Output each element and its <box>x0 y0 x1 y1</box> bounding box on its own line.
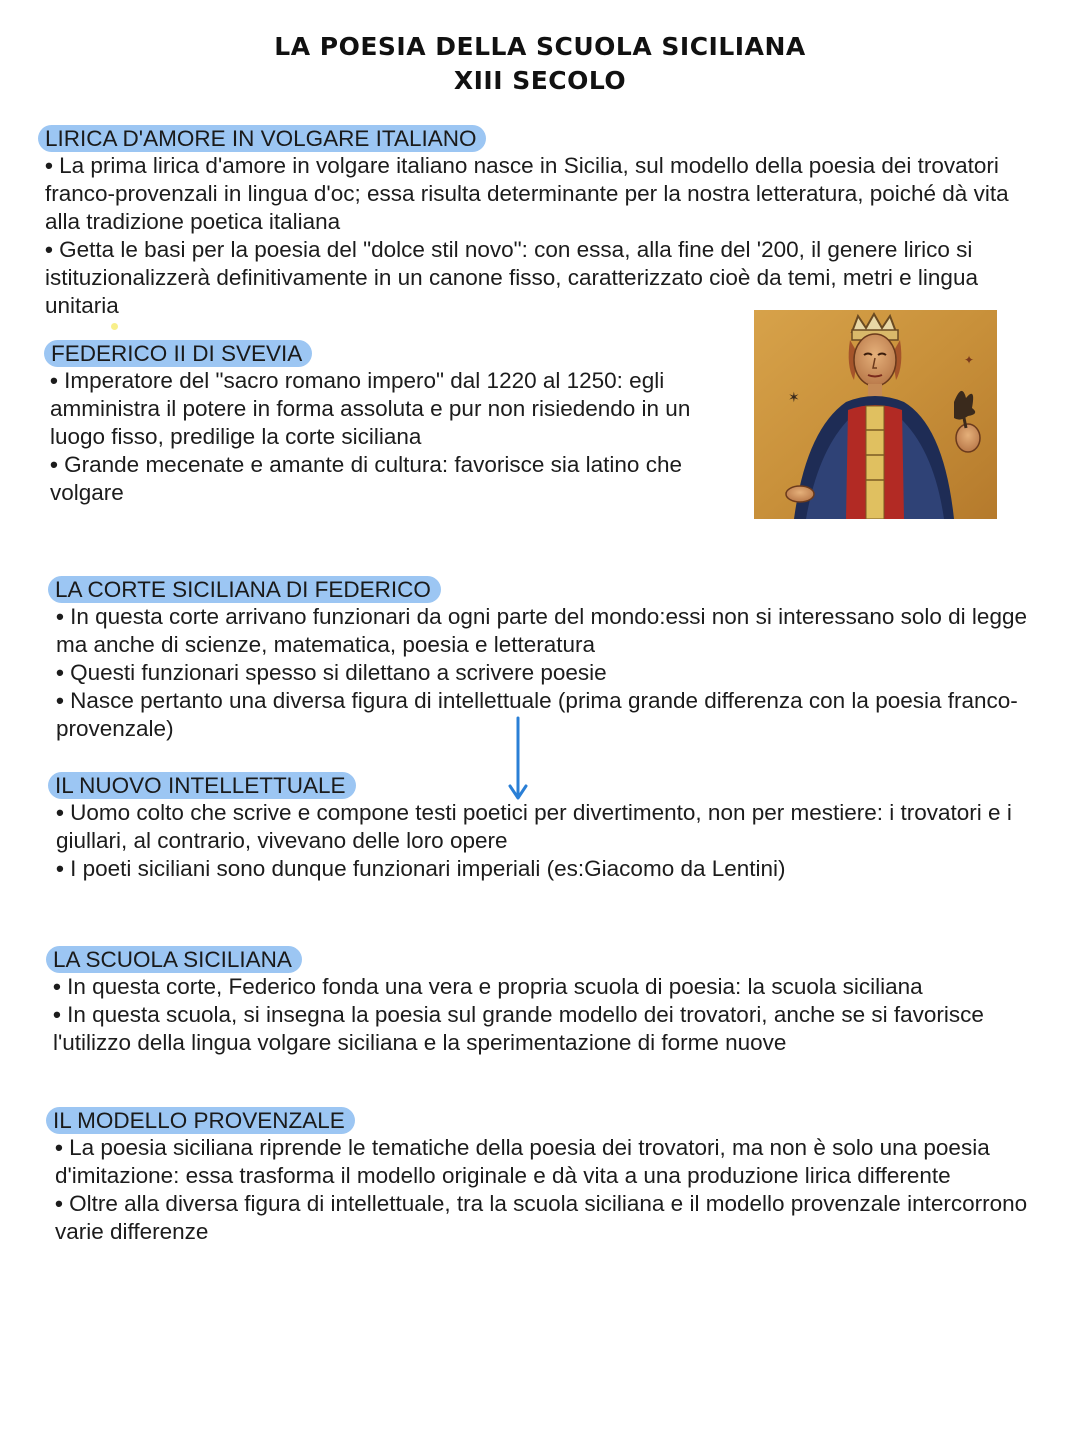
section-heading: IL NUOVO INTELLETTUALE <box>48 772 356 799</box>
section-heading: LA SCUOLA SICILIANA <box>46 946 302 973</box>
section-scuola <box>46 946 1046 1057</box>
bullet-paragraph: • Grande mecenate e amante di cultura: favorisce sia latino che volgare <box>50 452 682 505</box>
page-subtitle: XIII SECOLO <box>453 66 627 95</box>
portrait-illustration <box>754 310 997 519</box>
decorative-dot <box>111 323 118 330</box>
section-heading: LA CORTE SICILIANA DI FEDERICO <box>48 576 441 603</box>
section-federico <box>44 340 734 507</box>
bullet-paragraph: • La prima lirica d'amore in volgare italiano nasce in Sicilia, sul modello della poesia dei trovatori franco-provenzali in lingua d'oc; essa risulta determinante per la nostra letteratura, poiché dà vita alla tradizione poetica italiana <box>45 153 1009 234</box>
bullet-paragraph: • La poesia siciliana riprende le tematiche della poesia dei trovatori, ma non è solo una poesia d'imitazione: essa trasforma il modello originale e dà vita a una produzione lirica differente <box>55 1135 990 1188</box>
section-corte <box>48 576 1048 743</box>
bullet-paragraph: • Nasce pertanto una diversa figura di intellettuale (prima grande differenza con la poesia franco- provenzale) <box>56 688 1018 741</box>
section-heading: IL MODELLO PROVENZALE <box>46 1107 355 1134</box>
page-title: LA POESIA DELLA SCUOLA SICILIANA <box>274 32 806 61</box>
bullet-paragraph: • Questi funzionari spesso si dilettano a scrivere poesie <box>56 660 607 685</box>
section-lirica <box>38 125 1038 320</box>
bullet-paragraph: • In questa scuola, si insegna la poesia sul grande modello dei trovatori, anche se si favorisce l'utilizzo della lingua volgare siciliana e la sperimentazione di forme nuove <box>53 1002 984 1055</box>
section-intellettuale <box>48 772 1048 883</box>
svg-text:✦: ✦ <box>964 353 975 367</box>
bullet-paragraph: • Imperatore del "sacro romano impero" dal 1220 al 1250: egli amministra il potere in forma assoluta e pur non risiedendo in un luogo fisso, predilige la corte siciliana <box>50 368 691 449</box>
svg-text:✶: ✶ <box>788 390 800 406</box>
bullet-paragraph: • In questa corte, Federico fonda una vera e propria scuola di poesia: la scuola siciliana <box>53 974 923 999</box>
section-modello <box>46 1107 1046 1246</box>
bullet-paragraph: • Uomo colto che scrive e compone testi poetici per divertimento, non per mestiere: i trovatori e i giullari, al contrario, vivevano delle loro opere <box>56 800 1012 853</box>
section-heading: LIRICA D'AMORE IN VOLGARE ITALIANO <box>38 125 486 152</box>
section-heading: FEDERICO II DI SVEVIA <box>44 340 312 367</box>
bullet-paragraph: • Getta le basi per la poesia del "dolce stil novo": con essa, alla fine del '200, il genere lirico si istituzionalizzerà definitivamente in un canone fisso, caratterizzato cioè da temi, metri e lingua unitaria <box>45 237 978 318</box>
bullet-paragraph: • In questa corte arrivano funzionari da ogni parte del mondo:essi non si interessano solo di legge ma anche di scienze, matematica, poesia e letteratura <box>56 604 1027 657</box>
bullet-paragraph: • Oltre alla diversa figura di intellettuale, tra la scuola siciliana e il modello provenzale intercorrono varie differenze <box>55 1191 1028 1244</box>
bullet-paragraph: • I poeti siciliani sono dunque funzionari imperiali (es:Giacomo da Lentini) <box>56 856 786 881</box>
